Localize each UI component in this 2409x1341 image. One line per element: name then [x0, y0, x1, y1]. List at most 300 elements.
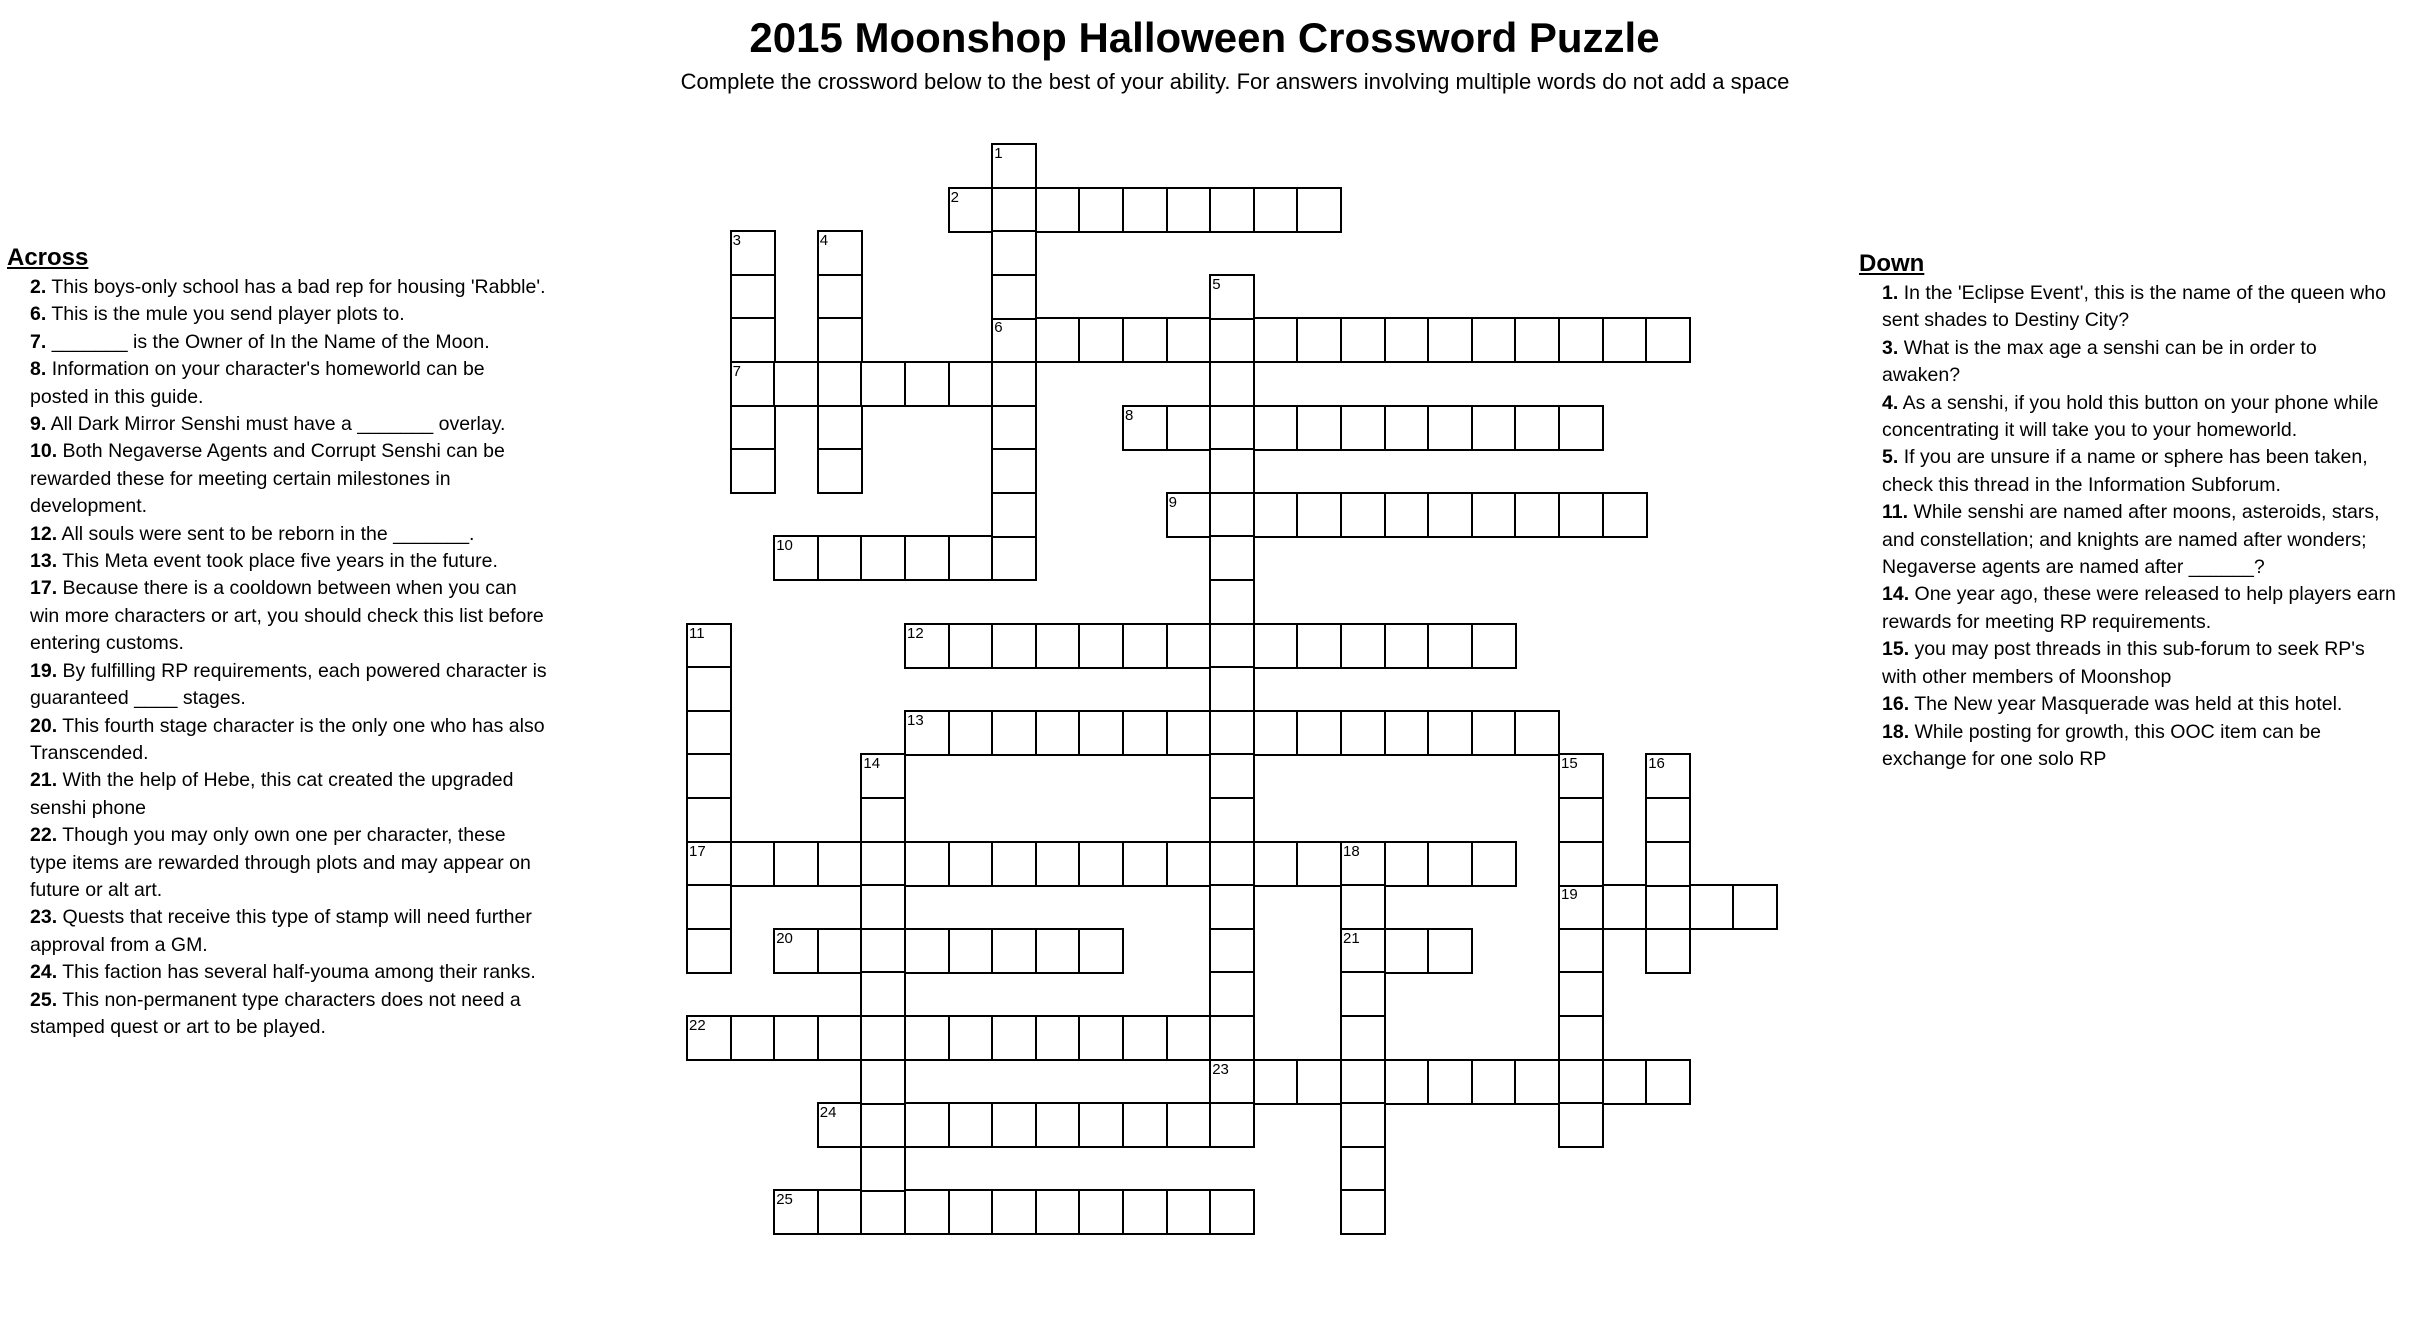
clue-text: This faction has several half-youma among their ranks. — [62, 961, 536, 984]
crossword-cell[interactable] — [773, 535, 819, 581]
clue-text: This Meta event took place five years in the future. — [62, 550, 498, 573]
crossword-cell[interactable] — [991, 274, 1037, 320]
crossword-cell[interactable] — [948, 535, 994, 581]
crossword-cell[interactable] — [1340, 971, 1386, 1017]
crossword-cell[interactable] — [817, 361, 863, 407]
crossword-cell[interactable] — [860, 1015, 906, 1061]
crossword-cell[interactable] — [860, 1189, 906, 1235]
cell-number: 6 — [994, 319, 1003, 337]
crossword-cell[interactable] — [1340, 1146, 1386, 1192]
crossword-cell[interactable] — [904, 1015, 950, 1061]
crossword-cell[interactable] — [860, 884, 906, 930]
clue-text: If you are unsure if a name or sphere has been taken, check this thread in the Information Subforum. — [1882, 446, 2368, 496]
cell-number: 25 — [776, 1191, 793, 1209]
cell-number: 3 — [732, 232, 741, 250]
crossword-cell[interactable] — [1340, 492, 1386, 538]
across-heading: Across — [7, 244, 89, 271]
crossword-cell[interactable] — [773, 1015, 819, 1061]
crossword-cell[interactable] — [1427, 841, 1473, 887]
crossword-cell[interactable] — [1384, 623, 1430, 669]
crossword-cell[interactable] — [1384, 841, 1430, 887]
crossword-cell[interactable] — [686, 1015, 732, 1061]
crossword-cell[interactable] — [1122, 317, 1168, 363]
crossword-cell[interactable] — [1122, 187, 1168, 233]
crossword-cell[interactable] — [1558, 928, 1604, 974]
crossword-cell[interactable] — [686, 710, 732, 756]
clue-number: 4. — [1882, 391, 1899, 414]
clue-item — [30, 411, 547, 438]
clue-text: Both Negaverse Agents and Corrupt Senshi can be rewarded these for meeting certain milestones in development. — [30, 440, 505, 518]
crossword-cell[interactable] — [1384, 492, 1430, 538]
clue-text: In the 'Eclipse Event', this is the name of the queen who sent shades to Destiny City? — [1882, 282, 2386, 332]
crossword-cell[interactable] — [730, 361, 776, 407]
crossword-cell[interactable] — [1645, 797, 1691, 843]
crossword-cell[interactable] — [1384, 405, 1430, 451]
crossword-cell[interactable] — [1558, 841, 1604, 887]
crossword-cell[interactable] — [860, 753, 906, 799]
clue-text: Information on your character's homeworld can be posted in this guide. — [30, 358, 485, 408]
crossword-cell[interactable] — [1427, 710, 1473, 756]
crossword-cell[interactable] — [1035, 1015, 1081, 1061]
clue-number: 24. — [30, 961, 58, 984]
crossword-cell[interactable] — [1209, 1059, 1255, 1105]
cell-number: 8 — [1125, 406, 1134, 424]
clue-text: Because there is a cooldown between when you can win more characters or art, you should check this list before entering customs. — [30, 577, 544, 655]
crossword-cell[interactable] — [1209, 797, 1255, 843]
crossword-cell[interactable] — [1732, 884, 1778, 930]
crossword-cell[interactable] — [904, 623, 950, 669]
clue-number: 15. — [1882, 638, 1910, 661]
crossword-cell[interactable] — [991, 623, 1037, 669]
crossword-cell[interactable] — [1209, 666, 1255, 712]
crossword-cell[interactable] — [1514, 1059, 1560, 1105]
clue-number: 16. — [1882, 693, 1910, 716]
crossword-cell[interactable] — [904, 710, 950, 756]
crossword-cell[interactable] — [991, 143, 1037, 189]
clue-item — [30, 274, 547, 301]
crossword-cell[interactable] — [1035, 710, 1081, 756]
crossword-cell[interactable] — [860, 1102, 906, 1148]
clue-item — [30, 301, 547, 328]
clue-number: 14. — [1882, 583, 1910, 606]
crossword-cell[interactable] — [1078, 1102, 1124, 1148]
crossword-cell[interactable] — [948, 623, 994, 669]
clue-text: All souls were sent to be reborn in the _______. — [61, 522, 475, 545]
crossword-cell[interactable] — [1035, 841, 1081, 887]
clue-item — [1882, 335, 2399, 390]
clue-text: This boys-only school has a bad rep for housing 'Rabble'. — [51, 276, 546, 298]
crossword-cell[interactable] — [1209, 928, 1255, 974]
crossword-cell[interactable] — [991, 928, 1037, 974]
crossword-cell[interactable] — [1209, 535, 1255, 581]
crossword-cell[interactable] — [860, 1146, 906, 1192]
crossword-cell[interactable] — [1209, 753, 1255, 799]
crossword-cell[interactable] — [730, 1015, 776, 1061]
crossword-cell[interactable] — [1209, 405, 1255, 451]
crossword-cell[interactable] — [1471, 317, 1517, 363]
crossword-cell[interactable] — [1253, 317, 1299, 363]
crossword-cell[interactable] — [860, 361, 906, 407]
crossword-cell[interactable] — [1558, 492, 1604, 538]
clue-item — [1882, 444, 2399, 499]
crossword-cell[interactable] — [1253, 841, 1299, 887]
crossword-cell[interactable] — [991, 317, 1037, 363]
crossword-cell[interactable] — [1209, 579, 1255, 625]
crossword-cell[interactable] — [817, 405, 863, 451]
crossword-cell[interactable] — [1078, 841, 1124, 887]
crossword-cell[interactable] — [948, 928, 994, 974]
clue-number: 21. — [30, 769, 58, 792]
crossword-cell[interactable] — [1166, 1015, 1212, 1061]
crossword-cell[interactable] — [1209, 1015, 1255, 1061]
crossword-cell[interactable] — [1645, 928, 1691, 974]
crossword-cell[interactable] — [1427, 623, 1473, 669]
crossword-cell[interactable] — [1122, 623, 1168, 669]
crossword-cell[interactable] — [1427, 1059, 1473, 1105]
clue-text: This is the mule you send player plots to. — [51, 303, 405, 326]
crossword-cell[interactable] — [1253, 405, 1299, 451]
clue-number: 20. — [30, 714, 58, 737]
crossword-cell[interactable] — [1078, 1015, 1124, 1061]
crossword-cell[interactable] — [1209, 187, 1255, 233]
crossword-cell[interactable] — [1122, 1102, 1168, 1148]
clue-item — [30, 987, 547, 1042]
crossword-cell[interactable] — [1645, 1059, 1691, 1105]
crossword-cell[interactable] — [1296, 492, 1342, 538]
crossword-cell[interactable] — [860, 535, 906, 581]
crossword-cell[interactable] — [1209, 971, 1255, 1017]
down-heading: Down — [1859, 250, 1925, 277]
crossword-cell[interactable] — [686, 623, 732, 669]
clue-text: _______ is the Owner of In the Name of the Moon. — [51, 330, 490, 353]
crossword-cell[interactable] — [1296, 187, 1342, 233]
crossword-cell[interactable] — [686, 753, 732, 799]
crossword-cell[interactable] — [991, 1102, 1037, 1148]
clue-number: 13. — [30, 550, 58, 573]
crossword-cell[interactable] — [817, 274, 863, 320]
crossword-cell[interactable] — [1340, 710, 1386, 756]
clue-number: 1. — [1882, 282, 1899, 304]
crossword-cell[interactable] — [1035, 317, 1081, 363]
crossword-cell[interactable] — [1340, 623, 1386, 669]
crossword-cell[interactable] — [991, 535, 1037, 581]
crossword-cell[interactable] — [1558, 317, 1604, 363]
crossword-cell[interactable] — [1296, 841, 1342, 887]
crossword-cell[interactable] — [860, 797, 906, 843]
crossword-cell[interactable] — [1384, 710, 1430, 756]
crossword-cell[interactable] — [1035, 187, 1081, 233]
crossword-cell[interactable] — [686, 884, 732, 930]
crossword-cell[interactable] — [1384, 1059, 1430, 1105]
crossword-cell[interactable] — [1078, 710, 1124, 756]
crossword-cell[interactable] — [1427, 928, 1473, 974]
crossword-cell[interactable] — [1514, 710, 1560, 756]
clue-number: 10. — [30, 440, 58, 463]
crossword-cell[interactable] — [1558, 797, 1604, 843]
crossword-cell[interactable] — [1035, 623, 1081, 669]
crossword-cell[interactable] — [730, 274, 776, 320]
crossword-cell[interactable] — [1209, 317, 1255, 363]
crossword-cell[interactable] — [817, 928, 863, 974]
crossword-cell[interactable] — [1427, 317, 1473, 363]
crossword-cell[interactable] — [1296, 710, 1342, 756]
crossword-cell[interactable] — [1078, 1189, 1124, 1235]
crossword-cell[interactable] — [1340, 928, 1386, 974]
cell-number: 23 — [1212, 1060, 1229, 1078]
clue-number: 8. — [30, 358, 47, 381]
crossword-cell[interactable] — [1384, 928, 1430, 974]
crossword-cell[interactable] — [686, 666, 732, 712]
crossword-cell[interactable] — [817, 1015, 863, 1061]
crossword-cell[interactable] — [1602, 317, 1648, 363]
cell-number: 18 — [1343, 842, 1360, 860]
crossword-cell[interactable] — [1122, 405, 1168, 451]
crossword-cell[interactable] — [1122, 710, 1168, 756]
crossword-cell[interactable] — [1296, 317, 1342, 363]
crossword-cell[interactable] — [1209, 274, 1255, 320]
crossword-cell[interactable] — [1340, 884, 1386, 930]
clue-text: This non-permanent type characters does not need a stamped quest or art to be played. — [30, 988, 521, 1038]
cell-number: 22 — [689, 1017, 706, 1034]
crossword-cell[interactable] — [904, 841, 950, 887]
clue-number: 9. — [30, 413, 47, 436]
crossword-cell[interactable] — [1558, 884, 1604, 930]
clue-text: you may post threads in this sub-forum to seek RP's with other members of Moonshop — [1882, 638, 2365, 688]
crossword-cell[interactable] — [1122, 1015, 1168, 1061]
crossword-cell[interactable] — [817, 230, 863, 276]
crossword-cell[interactable] — [1209, 884, 1255, 930]
crossword-cell[interactable] — [730, 841, 776, 887]
crossword-cell[interactable] — [904, 1189, 950, 1235]
across-clue-list — [7, 274, 547, 1041]
crossword-cell[interactable] — [1122, 841, 1168, 887]
crossword-cell[interactable] — [1558, 753, 1604, 799]
crossword-cell[interactable] — [817, 1102, 863, 1148]
crossword-cell[interactable] — [1645, 753, 1691, 799]
crossword-cell[interactable] — [1253, 623, 1299, 669]
crossword-cell[interactable] — [1602, 492, 1648, 538]
clue-text: What is the max age a senshi can be in order to awaken? — [1882, 336, 2317, 387]
crossword-cell[interactable] — [1078, 928, 1124, 974]
crossword-cell[interactable] — [1340, 1189, 1386, 1235]
crossword-cell[interactable] — [1078, 317, 1124, 363]
clue-number: 12. — [30, 522, 58, 545]
clue-number: 19. — [30, 659, 58, 682]
crossword-cell[interactable] — [1209, 361, 1255, 407]
crossword-cell[interactable] — [948, 1189, 994, 1235]
crossword-cell[interactable] — [991, 448, 1037, 494]
crossword-cell[interactable] — [773, 928, 819, 974]
crossword-cell[interactable] — [860, 928, 906, 974]
clue-number: 17. — [30, 577, 58, 600]
crossword-cell[interactable] — [1471, 841, 1517, 887]
crossword-cell[interactable] — [1296, 1059, 1342, 1105]
crossword-cell[interactable] — [991, 230, 1037, 276]
crossword-cell[interactable] — [1427, 405, 1473, 451]
crossword-cell[interactable] — [1166, 1102, 1212, 1148]
crossword-cell[interactable] — [1296, 405, 1342, 451]
crossword-cell[interactable] — [1340, 1102, 1386, 1148]
crossword-cell[interactable] — [1645, 841, 1691, 887]
crossword-cell[interactable] — [1209, 1102, 1255, 1148]
crossword-cell[interactable] — [1471, 405, 1517, 451]
crossword-cell[interactable] — [1253, 492, 1299, 538]
crossword-cell[interactable] — [1166, 492, 1212, 538]
cell-number: 9 — [1168, 493, 1177, 511]
clue-number: 11. — [1882, 501, 1909, 524]
crossword-cell[interactable] — [948, 361, 994, 407]
clue-item — [30, 548, 547, 575]
crossword-cell[interactable] — [1209, 1189, 1255, 1235]
crossword-cell[interactable] — [1253, 710, 1299, 756]
crossword-cell[interactable] — [1035, 928, 1081, 974]
crossword-cell[interactable] — [1209, 841, 1255, 887]
crossword-cell[interactable] — [817, 317, 863, 363]
clue-number: 22. — [30, 824, 58, 847]
crossword-cell[interactable] — [1514, 317, 1560, 363]
clue-text: This fourth stage character is the only one who has also Transcended. — [30, 714, 545, 764]
crossword-cell[interactable] — [1471, 1059, 1517, 1105]
crossword-cell[interactable] — [948, 1015, 994, 1061]
crossword-cell[interactable] — [1166, 710, 1212, 756]
crossword-cell[interactable] — [1296, 623, 1342, 669]
crossword-cell[interactable] — [860, 971, 906, 1017]
clue-item — [30, 904, 547, 959]
down-clues-panel — [1859, 250, 2399, 773]
crossword-cell[interactable] — [817, 535, 863, 581]
crossword-cell[interactable] — [1078, 623, 1124, 669]
crossword-cell[interactable] — [686, 841, 732, 887]
clue-number: 7. — [30, 330, 47, 353]
clue-text: Though you may only own one per character, these type items are rewarded through plots and may appear on future or alt art. — [30, 824, 531, 901]
crossword-cell[interactable] — [1340, 317, 1386, 363]
clue-item — [1882, 719, 2399, 774]
clue-item — [1882, 636, 2399, 691]
crossword-cell[interactable] — [1384, 317, 1430, 363]
crossword-cell[interactable] — [730, 448, 776, 494]
crossword-cell[interactable] — [686, 928, 732, 974]
crossword-cell[interactable] — [991, 710, 1037, 756]
clue-text: With the help of Hebe, this cat created the upgraded senshi phone — [30, 769, 514, 819]
page-title: 2015 Moonshop Halloween Crossword Puzzle — [749, 14, 1660, 61]
crossword-cell[interactable] — [1122, 1189, 1168, 1235]
crossword-cell[interactable] — [1166, 405, 1212, 451]
crossword-cell[interactable] — [686, 797, 732, 843]
clue-item — [30, 575, 547, 657]
crossword-cell[interactable] — [1209, 623, 1255, 669]
clue-item — [1882, 390, 2399, 445]
crossword-cell[interactable] — [991, 405, 1037, 451]
crossword-cell[interactable] — [1209, 492, 1255, 538]
clue-item — [1882, 691, 2399, 718]
cell-number: 21 — [1343, 929, 1360, 947]
crossword-cell[interactable] — [991, 361, 1037, 407]
clue-number: 2. — [30, 276, 47, 298]
crossword-cell[interactable] — [1253, 187, 1299, 233]
crossword-cell[interactable] — [817, 841, 863, 887]
crossword-cell[interactable] — [1645, 317, 1691, 363]
crossword-cell[interactable] — [991, 187, 1037, 233]
crossword-cell[interactable] — [1558, 1102, 1604, 1148]
clue-number: 3. — [1882, 336, 1899, 359]
crossword-cell[interactable] — [904, 928, 950, 974]
crossword-cell[interactable] — [1514, 405, 1560, 451]
crossword-cell[interactable] — [991, 1189, 1037, 1235]
crossword-cell[interactable] — [730, 317, 776, 363]
crossword-cell[interactable] — [1558, 1059, 1604, 1105]
crossword-cell[interactable] — [1035, 1102, 1081, 1148]
crossword-cell[interactable] — [1078, 187, 1124, 233]
cell-number: 14 — [863, 755, 881, 773]
crossword-cell[interactable] — [948, 187, 994, 233]
crossword-cell[interactable] — [991, 1015, 1037, 1061]
crossword-cell[interactable] — [1166, 841, 1212, 887]
crossword-cell[interactable] — [1166, 317, 1212, 363]
crossword-cell[interactable] — [730, 405, 776, 451]
crossword-cell[interactable] — [1558, 1015, 1604, 1061]
crossword-cell[interactable] — [1471, 710, 1517, 756]
crossword-cell[interactable] — [730, 230, 776, 276]
crossword-cell[interactable] — [1253, 1059, 1299, 1105]
clue-item — [30, 438, 547, 520]
crossword-cell[interactable] — [1602, 1059, 1648, 1105]
crossword-cell[interactable] — [773, 361, 819, 407]
crossword-cell[interactable] — [948, 841, 994, 887]
crossword-cell[interactable] — [991, 492, 1037, 538]
crossword-cell[interactable] — [904, 361, 950, 407]
crossword-cell[interactable] — [773, 841, 819, 887]
crossword-cell[interactable] — [1340, 1059, 1386, 1105]
crossword-cell[interactable] — [1209, 710, 1255, 756]
crossword-cell[interactable] — [817, 448, 863, 494]
crossword-cell[interactable] — [1340, 1015, 1386, 1061]
crossword-cell[interactable] — [1166, 623, 1212, 669]
crossword-cell[interactable] — [1558, 405, 1604, 451]
crossword-cell[interactable] — [991, 841, 1037, 887]
crossword-cell[interactable] — [904, 535, 950, 581]
clue-number: 25. — [30, 988, 58, 1011]
cell-number: 15 — [1561, 755, 1578, 773]
cell-number: 4 — [819, 232, 829, 250]
crossword-cell[interactable] — [1689, 884, 1735, 930]
crossword-cell[interactable] — [904, 1102, 950, 1148]
crossword-cell[interactable] — [948, 710, 994, 756]
crossword-cell[interactable] — [860, 841, 906, 887]
crossword-cell[interactable] — [1602, 884, 1648, 930]
crossword-cell[interactable] — [1209, 448, 1255, 494]
crossword-cell[interactable] — [1035, 1189, 1081, 1235]
crossword-cell[interactable] — [860, 1059, 906, 1105]
crossword-cell[interactable] — [1514, 492, 1560, 538]
clue-text: Quests that receive this type of stamp will need further approval from a GM. — [30, 906, 532, 956]
clue-number: 5. — [1882, 446, 1899, 469]
crossword-cell[interactable] — [1340, 841, 1386, 887]
crossword-cell[interactable] — [1645, 884, 1691, 930]
crossword-cell[interactable] — [1427, 492, 1473, 538]
crossword-cell[interactable] — [817, 1189, 863, 1235]
crossword-cell[interactable] — [1166, 1189, 1212, 1235]
cell-number: 11 — [689, 624, 705, 642]
crossword-cell[interactable] — [1340, 405, 1386, 451]
crossword-cell[interactable] — [1471, 492, 1517, 538]
crossword-cell[interactable] — [773, 1189, 819, 1235]
crossword-cell[interactable] — [1558, 971, 1604, 1017]
crossword-cell[interactable] — [1166, 187, 1212, 233]
instructions: Complete the crossword below to the best of your ability. For answers involving multiple words do not add a space — [680, 69, 1790, 94]
crossword-cell[interactable] — [1471, 623, 1517, 669]
clue-item — [30, 767, 547, 822]
crossword-cell[interactable] — [948, 1102, 994, 1148]
